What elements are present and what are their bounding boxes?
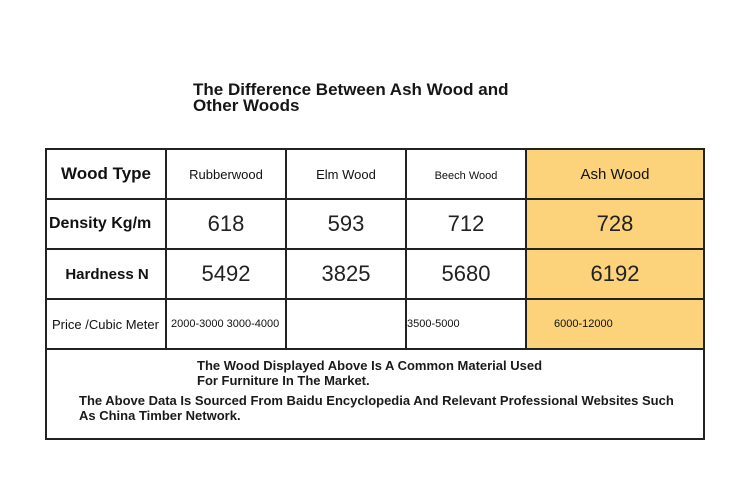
header-ash-wood: Ash Wood	[527, 150, 703, 200]
row-label-hardness: Hardness N	[47, 250, 167, 300]
density-elm-wood: 593	[287, 200, 407, 250]
header-elm-wood: Elm Wood	[287, 150, 407, 200]
hardness-ash-wood: 6192	[527, 250, 703, 300]
price-beech-wood: 3500-5000	[407, 300, 527, 350]
header-wood-type: Wood Type	[47, 150, 167, 200]
density-beech-wood: 712	[407, 200, 527, 250]
price-rubberwood-value: 2000-3000	[171, 318, 224, 330]
price-ash-wood: 6000-12000	[527, 300, 703, 350]
hardness-elm-wood: 3825	[287, 250, 407, 300]
note-source: The Above Data Is Sourced From Baidu Encyclopedia And Relevant Professional Websites Such As China Timber Network.	[79, 393, 674, 423]
price-elm-wood-value: 3000-4000	[226, 318, 280, 330]
notes-section	[47, 348, 703, 438]
hardness-rubberwood: 5492	[167, 250, 287, 300]
header-beech-wood: Beech Wood	[407, 150, 527, 200]
row-label-density: Density Kg/m	[47, 200, 167, 250]
row-label-price: Price /Cubic Meter	[47, 300, 167, 350]
density-ash-wood: 728	[527, 200, 703, 250]
hardness-beech-wood: 5680	[407, 250, 527, 300]
note-material: The Wood Displayed Above Is A Common Material Used For Furniture In The Market.	[197, 358, 543, 388]
density-rubberwood: 618	[167, 200, 287, 250]
price-elm-wood	[287, 300, 407, 350]
comparison-table	[45, 148, 705, 440]
price-rubberwood	[167, 300, 287, 350]
header-rubberwood: Rubberwood	[167, 150, 287, 200]
page-title: The Difference Between Ash Wood and Other Woods	[193, 80, 509, 115]
